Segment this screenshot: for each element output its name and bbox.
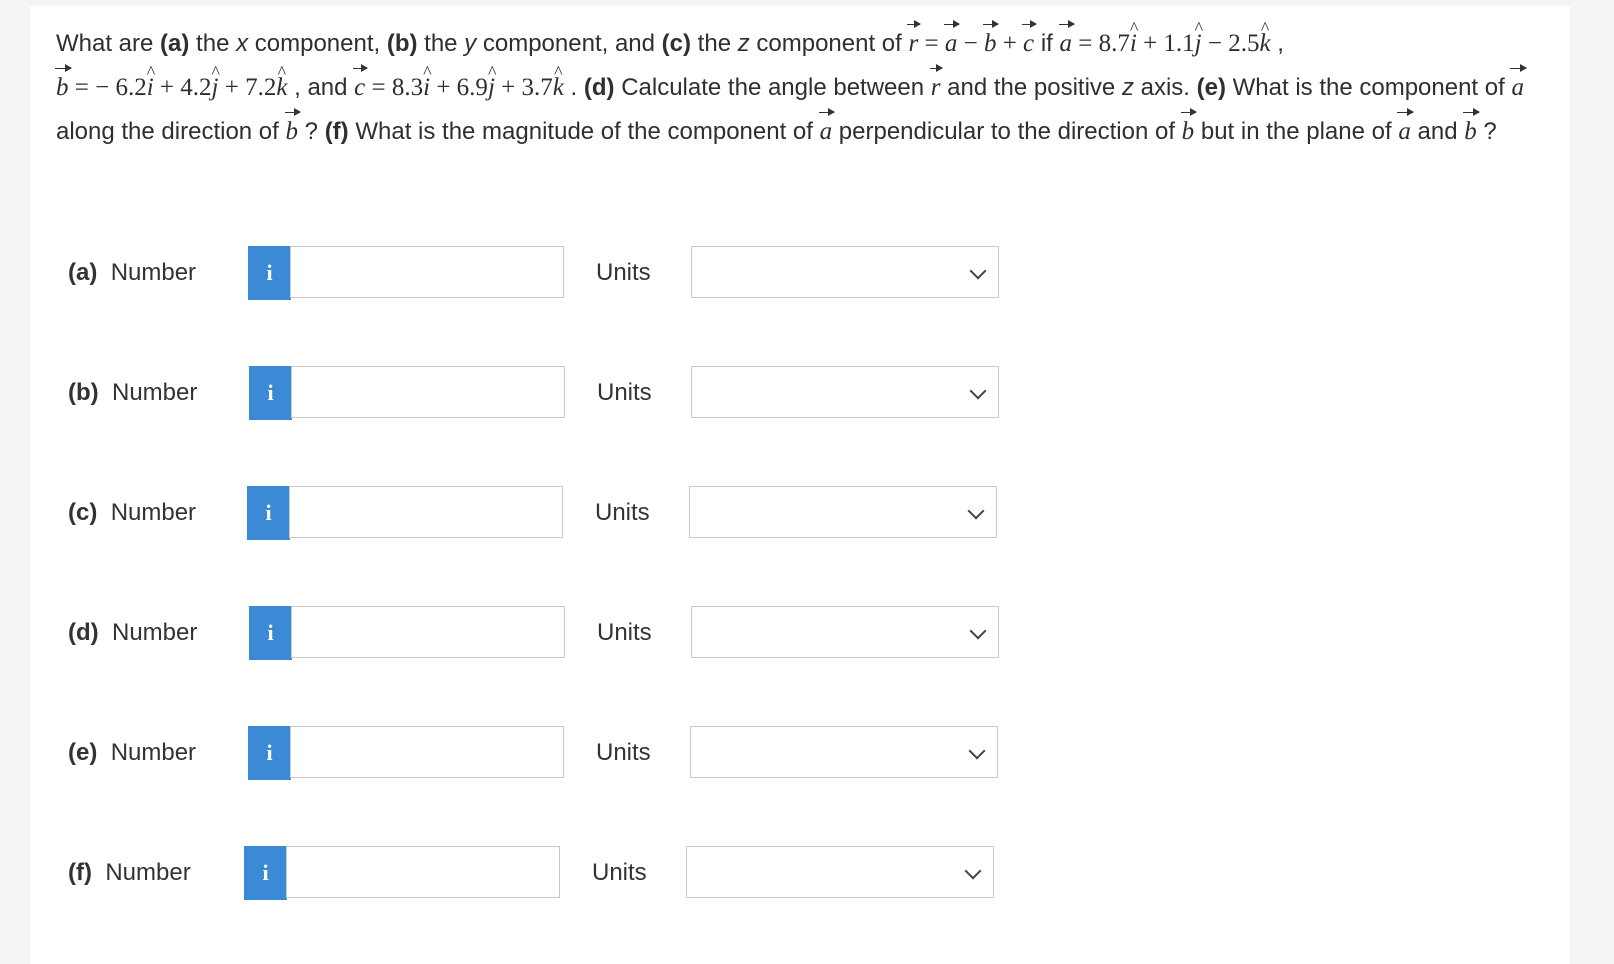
- number-input-d[interactable]: [291, 606, 565, 658]
- units-label: Units: [596, 739, 651, 766]
- answer-label: (c) Number: [68, 499, 197, 526]
- vector-r: r: [931, 66, 941, 110]
- vector-a: a: [1511, 66, 1524, 110]
- units-select-b[interactable]: [691, 366, 999, 418]
- vector-b: b: [286, 110, 299, 154]
- chevron-down-icon: [970, 263, 987, 280]
- info-icon[interactable]: i: [249, 606, 292, 660]
- answer-label: (d) Number: [68, 619, 198, 646]
- info-icon[interactable]: i: [249, 366, 292, 420]
- info-icon[interactable]: i: [247, 486, 290, 540]
- vector-a: a: [945, 22, 958, 66]
- question-text: What are (a) the x component, (b) the y component, and (c) the z component of r = a − b + c if a = 8.7i ^ + 1.1j ^ − 2.5k ^ , b = − 6.2i ^ + 4.2j ^ + 7.2k ^ , and c = 8.3i ^ + 6.9j ^ + 3.7k ^ . (d) Calculate the angle between r and the positive z axis. (e) What is the component of a along the direction of b ? (f) What is the magnitude of the component of a perpendicular to the direction of b but in the plane of a and b ?: [56, 22, 1556, 154]
- vector-r: r: [908, 22, 918, 66]
- units-select-f[interactable]: [686, 846, 994, 898]
- vector-b: b: [1464, 110, 1477, 154]
- info-icon[interactable]: i: [248, 726, 291, 780]
- vector-b: b: [56, 66, 69, 110]
- answer-label: (f) Number: [68, 859, 191, 886]
- units-label: Units: [597, 619, 652, 646]
- vector-b: b: [1182, 110, 1195, 154]
- chevron-down-icon: [968, 503, 985, 520]
- vector-a: a: [1398, 110, 1411, 154]
- info-icon[interactable]: i: [248, 246, 291, 300]
- number-input-a[interactable]: [290, 246, 564, 298]
- vector-b: b: [984, 22, 997, 66]
- units-label: Units: [592, 859, 647, 886]
- answer-label: (b) Number: [68, 379, 198, 406]
- chevron-down-icon: [970, 383, 987, 400]
- answer-label: (a) Number: [68, 259, 197, 286]
- chevron-down-icon: [965, 863, 982, 880]
- units-select-c[interactable]: [689, 486, 997, 538]
- units-label: Units: [597, 379, 652, 406]
- number-input-e[interactable]: [290, 726, 564, 778]
- units-label: Units: [595, 499, 650, 526]
- units-select-a[interactable]: [691, 246, 999, 298]
- chevron-down-icon: [970, 623, 987, 640]
- answer-label: (e) Number: [68, 739, 197, 766]
- units-select-d[interactable]: [691, 606, 999, 658]
- vector-a: a: [820, 110, 833, 154]
- vector-c: c: [1023, 22, 1034, 66]
- number-input-b[interactable]: [291, 366, 565, 418]
- units-select-e[interactable]: [690, 726, 998, 778]
- units-label: Units: [596, 259, 651, 286]
- vector-c: c: [354, 66, 365, 110]
- info-icon[interactable]: i: [244, 846, 287, 900]
- vector-a: a: [1060, 22, 1073, 66]
- chevron-down-icon: [969, 743, 986, 760]
- number-input-c[interactable]: [289, 486, 563, 538]
- number-input-f[interactable]: [286, 846, 560, 898]
